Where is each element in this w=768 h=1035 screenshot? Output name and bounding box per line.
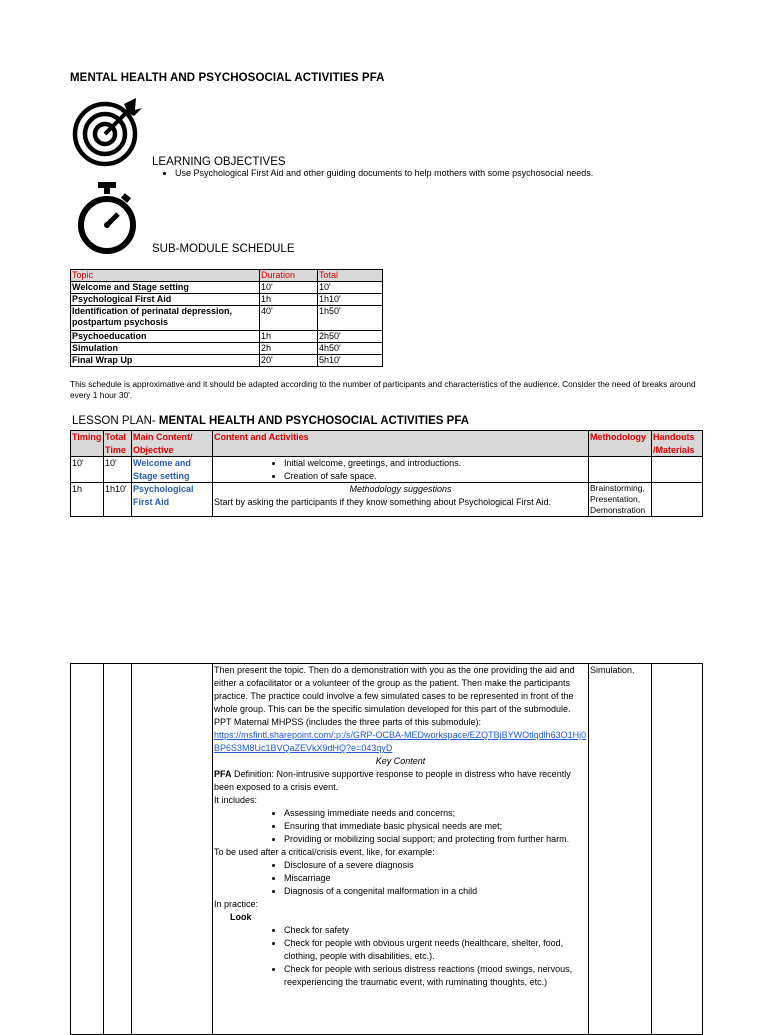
schedule-header-duration: Duration <box>260 270 318 282</box>
learning-objective-item: • Use Psychological First Aid and other guiding documents to help mothers with some psychosocial needs. <box>175 168 593 178</box>
lesson-header-methodology: Methodology <box>589 431 652 457</box>
lesson-plan-title-prefix: LESSON PLAN- <box>72 415 159 427</box>
methodology-suggestions-label: Methodology suggestions <box>349 484 452 494</box>
table-row <box>71 664 703 1035</box>
table-row <box>71 343 383 355</box>
list-item: • Diagnosis of a congenital malformation in a child <box>284 885 587 898</box>
key-content-label: Key Content <box>375 756 426 766</box>
table-row <box>71 355 383 367</box>
in-practice-label: In practice: <box>214 899 259 909</box>
lesson-plan-table <box>70 430 703 517</box>
lesson-header-row <box>71 431 703 457</box>
schedule-topic: Psychological First Aid <box>71 294 260 306</box>
lesson-methodology <box>589 457 652 483</box>
lesson-objective: Psychological First Aid <box>132 483 213 517</box>
schedule-total: 5h10' <box>318 355 383 367</box>
document-title: MENTAL HEALTH AND PSYCHOSOCIAL ACTIVITIES PFA <box>70 72 385 84</box>
stopwatch-icon <box>76 181 138 255</box>
schedule-duration: 10' <box>260 282 318 294</box>
learning-objectives-heading: LEARNING OBJECTIVES <box>152 156 286 168</box>
lesson-methodology: Brainstorming, Presentation, Demonstration <box>589 483 652 517</box>
lesson-objective: Welcome and Stage setting <box>132 457 213 483</box>
includes-list <box>214 807 587 846</box>
schedule-duration: 1h <box>260 331 318 343</box>
cont-content <box>213 664 589 1035</box>
schedule-topic: Welcome and Stage setting <box>71 282 260 294</box>
schedule-topic: Psychoeducation <box>71 331 260 343</box>
lesson-header-total-time: Total Time <box>104 431 132 457</box>
list-item: • Check for safety <box>284 924 587 937</box>
lesson-content <box>213 483 589 517</box>
list-item: • Check for people with obvious urgent needs (healthcare, shelter, food, clothing, people with disabilities, etc.). <box>284 937 587 963</box>
lesson-content <box>213 457 589 483</box>
schedule-total: 10' <box>318 282 383 294</box>
lesson-plan-title <box>72 415 469 427</box>
lesson-header-timing: Timing <box>71 431 104 457</box>
cont-total-time <box>104 664 132 1035</box>
list-item: • Disclosure of a severe diagnosis <box>284 859 587 872</box>
pfa-definition-text: Definition: Non-intrusive supportive response to people in distress who have recently been exposed to a crisis event. <box>214 769 571 792</box>
lesson-header-objective: Main Content/ Objective <box>132 431 213 457</box>
ppt-reference: PPT Maternal MHPSS (includes the three parts of this submodule): <box>214 717 481 727</box>
table-row <box>71 294 383 306</box>
schedule-total: 1h10' <box>318 294 383 306</box>
schedule-heading: SUB-MODULE SCHEDULE <box>152 243 295 255</box>
list-item: • Check for people with serious distress reactions (mood swings, nervous, reexperiencing the traumatic event, with ruminating thoughts, etc.) <box>284 963 587 989</box>
schedule-duration: 20' <box>260 355 318 367</box>
learning-objectives-list <box>155 168 593 178</box>
schedule-header-topic: Topic <box>71 270 260 282</box>
lesson-content-list <box>214 457 587 482</box>
table-row <box>71 457 703 483</box>
lesson-total-time: 1h10' <box>104 483 132 517</box>
schedule-topic: Simulation <box>71 343 260 355</box>
lesson-timing: 10' <box>71 457 104 483</box>
target-arrow-icon <box>72 96 144 168</box>
lesson-handouts <box>652 483 703 517</box>
schedule-total: 2h50' <box>318 331 383 343</box>
schedule-table <box>70 269 383 367</box>
schedule-header-row <box>71 270 383 282</box>
schedule-topic: Identification of perinatal depression, postpartum psychosis <box>71 306 260 331</box>
schedule-duration: 40' <box>260 306 318 331</box>
cont-paragraph: Then present the topic. Then do a demonstration with you as the one providing the aid and either a cofacilitator or a volunteer of the group as the patient. Then make the participants practice. The practice could involve a few simulated cases to be represented in front of the whole group. This can be the specific simulation developed for this part of the submodule. <box>214 665 575 714</box>
list-item: • Ensuring that immediate basic physical needs are met; <box>284 820 587 833</box>
schedule-duration: 2h <box>260 343 318 355</box>
table-row <box>71 282 383 294</box>
after-event-list <box>214 859 587 898</box>
lesson-plan-continued-table <box>70 663 703 1035</box>
cont-handouts <box>652 664 703 1035</box>
cont-objective <box>132 664 213 1035</box>
cont-methodology: Simulation. <box>589 664 652 1035</box>
lesson-header-handouts: Handouts /Materials <box>652 431 703 457</box>
look-label: Look <box>230 912 252 922</box>
list-item: • Providing or mobilizing social support; and protecting from further harm. <box>284 833 587 846</box>
schedule-duration: 1h <box>260 294 318 306</box>
lesson-timing: 1h <box>71 483 104 517</box>
cont-timing <box>71 664 104 1035</box>
lesson-plan-title-main: MENTAL HEALTH AND PSYCHOSOCIAL ACTIVITIES PFA <box>158 415 470 427</box>
includes-label: It includes: <box>214 795 258 805</box>
table-row <box>71 331 383 343</box>
schedule-total: 4h50' <box>318 343 383 355</box>
table-row <box>71 483 703 517</box>
lesson-header-content: Content and Activities <box>213 431 589 457</box>
table-row <box>71 306 383 331</box>
lesson-content-text: Start by asking the participants if they know something about Psychological First Aid. <box>214 496 552 507</box>
schedule-note: This schedule is approximative and it should be adapted according to the number of participants and characteristics of the audience. Consider the need of breaks around every 1 hour 30'. <box>70 379 696 400</box>
list-item: • Assessing immediate needs and concerns; <box>284 807 587 820</box>
pfa-definition <box>214 768 587 794</box>
look-list <box>214 924 587 989</box>
after-event-label: To be used after a critical/crisis event, like, for example: <box>214 847 435 857</box>
schedule-topic: Final Wrap Up <box>71 355 260 367</box>
lesson-total-time: 10' <box>104 457 132 483</box>
list-item: • Miscarriage <box>284 872 587 885</box>
list-item: • Creation of safe space. <box>284 470 587 483</box>
schedule-header-total: Total <box>318 270 383 282</box>
schedule-total: 1h50' <box>318 306 383 331</box>
lesson-handouts <box>652 457 703 483</box>
pfa-label: PFA <box>214 769 232 779</box>
list-item: • Initial welcome, greetings, and introductions. <box>284 457 587 470</box>
sharepoint-link[interactable]: https://msfintl.sharepoint.com/:p:/s/GRP-OCBA-MEDworkspace/EZQTBjBYWOtlqdlh63O1Hj0BP6S3M8Uc1BVQaZEVkX9dHQ?e=043qyD <box>214 730 587 753</box>
